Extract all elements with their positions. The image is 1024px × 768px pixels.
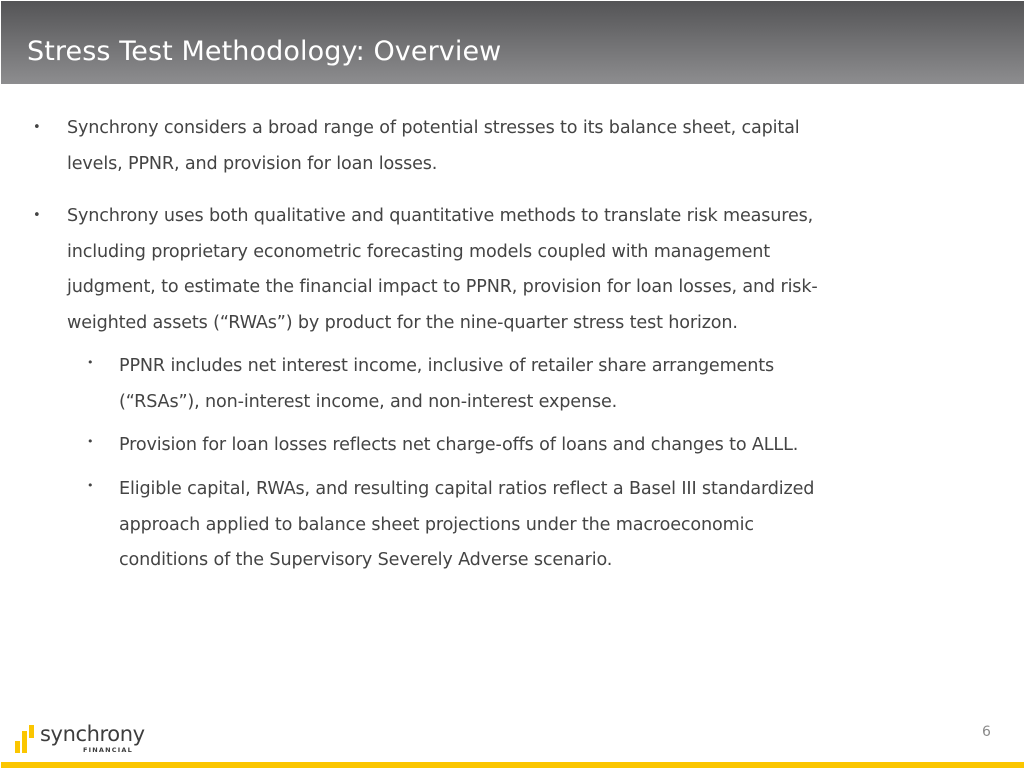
synchrony-bars-icon: [15, 725, 39, 753]
sub-bullet-text: [119, 472, 949, 579]
bullet-line: Synchrony uses both qualitative and quantitative methods to translate risk measures,: [67, 206, 814, 226]
title-bar: [1, 1, 1024, 84]
bullet-line: conditions of the Supervisory Severely Adverse scenario.: [119, 550, 613, 570]
logo-wordmark: synchrony: [40, 722, 145, 746]
bullet-line: weighted assets (“RWAs”) by product for the nine-quarter stress test horizon.: [67, 312, 738, 333]
bullet-line: judgment, to estimate the financial impact to PPNR, provision for loan losses, and risk-: [67, 277, 818, 297]
synchrony-logo: [15, 722, 145, 755]
bullet-text: [67, 199, 947, 341]
bullet-marker: •: [33, 120, 41, 135]
bullet-line: (“RSAs”), non-interest income, and non-interest expense.: [119, 391, 618, 412]
sub-bullet-marker: •: [87, 435, 94, 448]
sub-bullet-text: [119, 428, 949, 464]
bullet-marker: •: [33, 208, 41, 223]
sub-bullet-marker: •: [87, 479, 94, 492]
page-number: 6: [982, 724, 991, 740]
bullet-line: Eligible capital, RWAs, and resulting capital ratios reflect a Basel III standardized: [119, 479, 815, 499]
bullet-line: PPNR includes net interest income, inclusive of retailer share arrangements: [119, 356, 774, 376]
bullet-line: levels, PPNR, and provision for loan losses.: [67, 153, 438, 174]
bullet-line: approach applied to balance sheet projections under the macroeconomic: [119, 514, 754, 535]
bullet-text: [67, 111, 947, 182]
bullet-line: including proprietary econometric forecasting models coupled with management: [67, 241, 771, 262]
bullet-line: Provision for loan losses reflects net charge-offs of loans and changes to ALLL.: [119, 435, 799, 455]
page-title: Stress Test Methodology: Overview: [27, 36, 502, 67]
sub-bullet-marker: •: [87, 356, 94, 369]
bullet-line: Synchrony considers a broad range of potential stresses to its balance sheet, capital: [67, 118, 800, 138]
logo-subtext: FINANCIAL: [83, 746, 133, 754]
footer-accent-bar: [1, 762, 1024, 768]
sub-bullet-text: [119, 349, 949, 420]
